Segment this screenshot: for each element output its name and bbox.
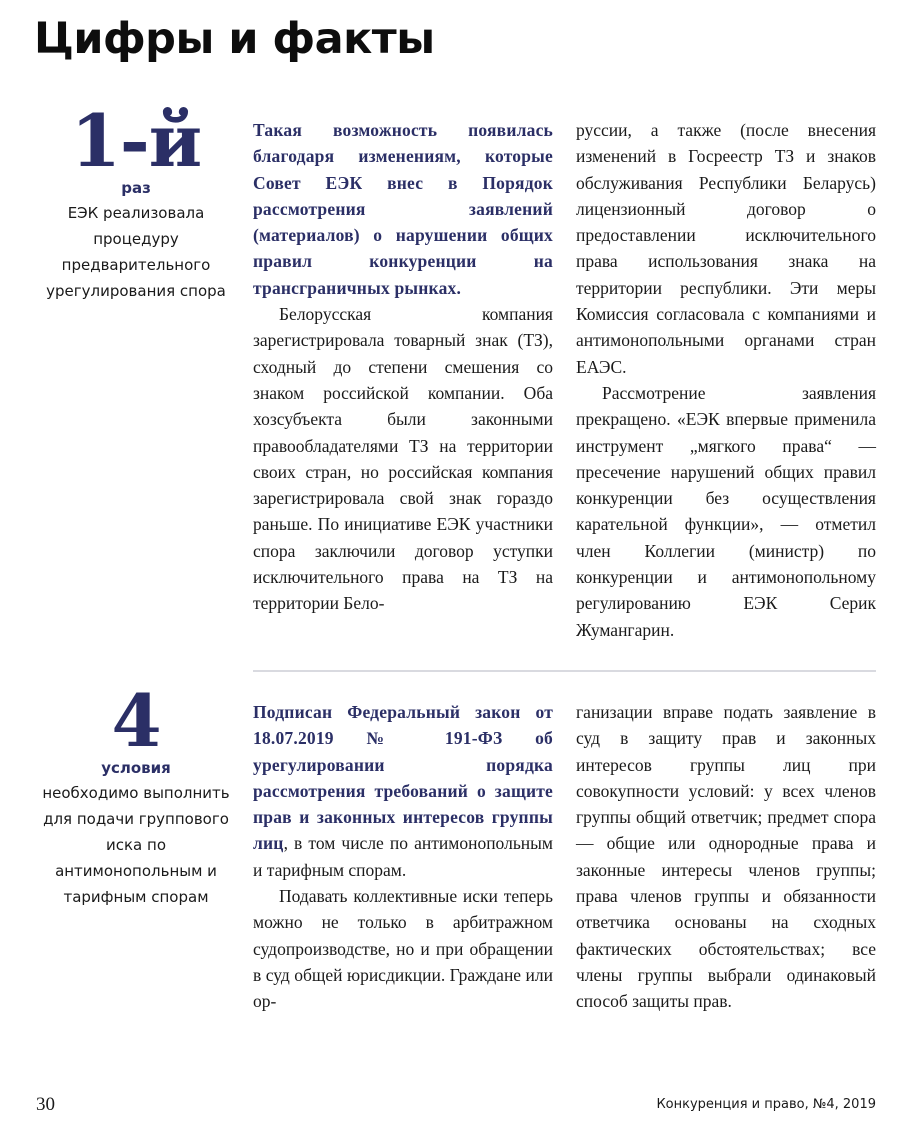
lead-text: Такая возможность появилась благодаря изменениям, которые Совет ЕЭК внес в Порядок рассмотрения заявлений (материалов) о нарушении общих правил конкуренции на трансграничных рынках. (253, 120, 553, 298)
journal-footer: Конкуренция и право, №4, 2019 (656, 1097, 876, 1112)
lead-paragraph (253, 117, 553, 301)
fact-description: ЕЭК реализовала процедуру предварительного урегулирования спора (46, 204, 226, 300)
fact-2-column-left (253, 699, 553, 1015)
body-paragraph: Подавать коллективные иски теперь можно не только в арбитражном судопроизводстве, но и при обращении в суд общей юрисдикции. Граждане или ор- (253, 886, 553, 1012)
fact-stat-2 (38, 678, 234, 910)
body-paragraph: руссии, а также (после внесения изменений в Госреестр ТЗ и знаков обслуживания Республики Беларусь) лицензионный договор о предоставлении исключительного права использования знака на территории республики. Эти меры Комиссия согласовала с компаниями и антимонопольными органами стран ЕАЭС. (576, 120, 876, 377)
fact-stat-1 (38, 98, 234, 304)
fact-figure: 1-й (70, 98, 202, 183)
lead-tail: , в том числе по антимонопольным и тарифным спорам. (253, 833, 553, 880)
lead-text: Подписан Федеральный закон от 18.07.2019 № 191-ФЗ об урегулировании порядка рассмотрения требований о защите прав и законных интересов группы лиц (253, 702, 553, 854)
lead-paragraph (253, 699, 553, 883)
fact-figure: 4 (111, 678, 161, 763)
page-number: 30 (36, 1094, 55, 1115)
fact-unit: условия (101, 759, 171, 777)
page-title: Цифры и факты (34, 14, 435, 64)
body-paragraph: Рассмотрение заявления прекращено. «ЕЭК впервые применила инструмент „мягкого права“ — пресечение нарушений общих правил конкуренции без осуществления карательной функции», — отметил член Коллегии (министр) по конкуренции и антимонопольному регулированию ЕЭК Серик Жумангарин. (576, 382, 876, 640)
body-paragraph: ганизации вправе подать заявление в суд в защиту прав и законных интересов группы лиц при совокупности условий: у всех членов группы общий ответчик; предмет спора — общие или однородные права и законные интересы членов группы; права членов группы и обязанности ответчика основаны на сходных фактических обстоятельствах; все члены группы выбрали одинаковый способ защиты прав. (576, 702, 876, 1012)
fact-2-column-right (576, 699, 876, 1015)
fact-1-column-left (253, 117, 553, 617)
section-divider (253, 670, 876, 672)
fact-unit: раз (121, 179, 151, 197)
body-paragraph: Белорусская компания зарегистрировала товарный знак (ТЗ), сходный до степени смешения со знаком российской компании. Оба хозсубъекта были законными правообладателями ТЗ на территории своих стран, но российская компания зарегистрировала свой знак гораздо раньше. По инициативе ЕЭК участники спора заключили договор уступки исключительного права на ТЗ на территории Бело- (253, 304, 553, 614)
fact-1-column-right (576, 117, 876, 643)
fact-description: необходимо выполнить для подачи группового иска по антимонопольным и тарифным спорам (42, 784, 230, 906)
